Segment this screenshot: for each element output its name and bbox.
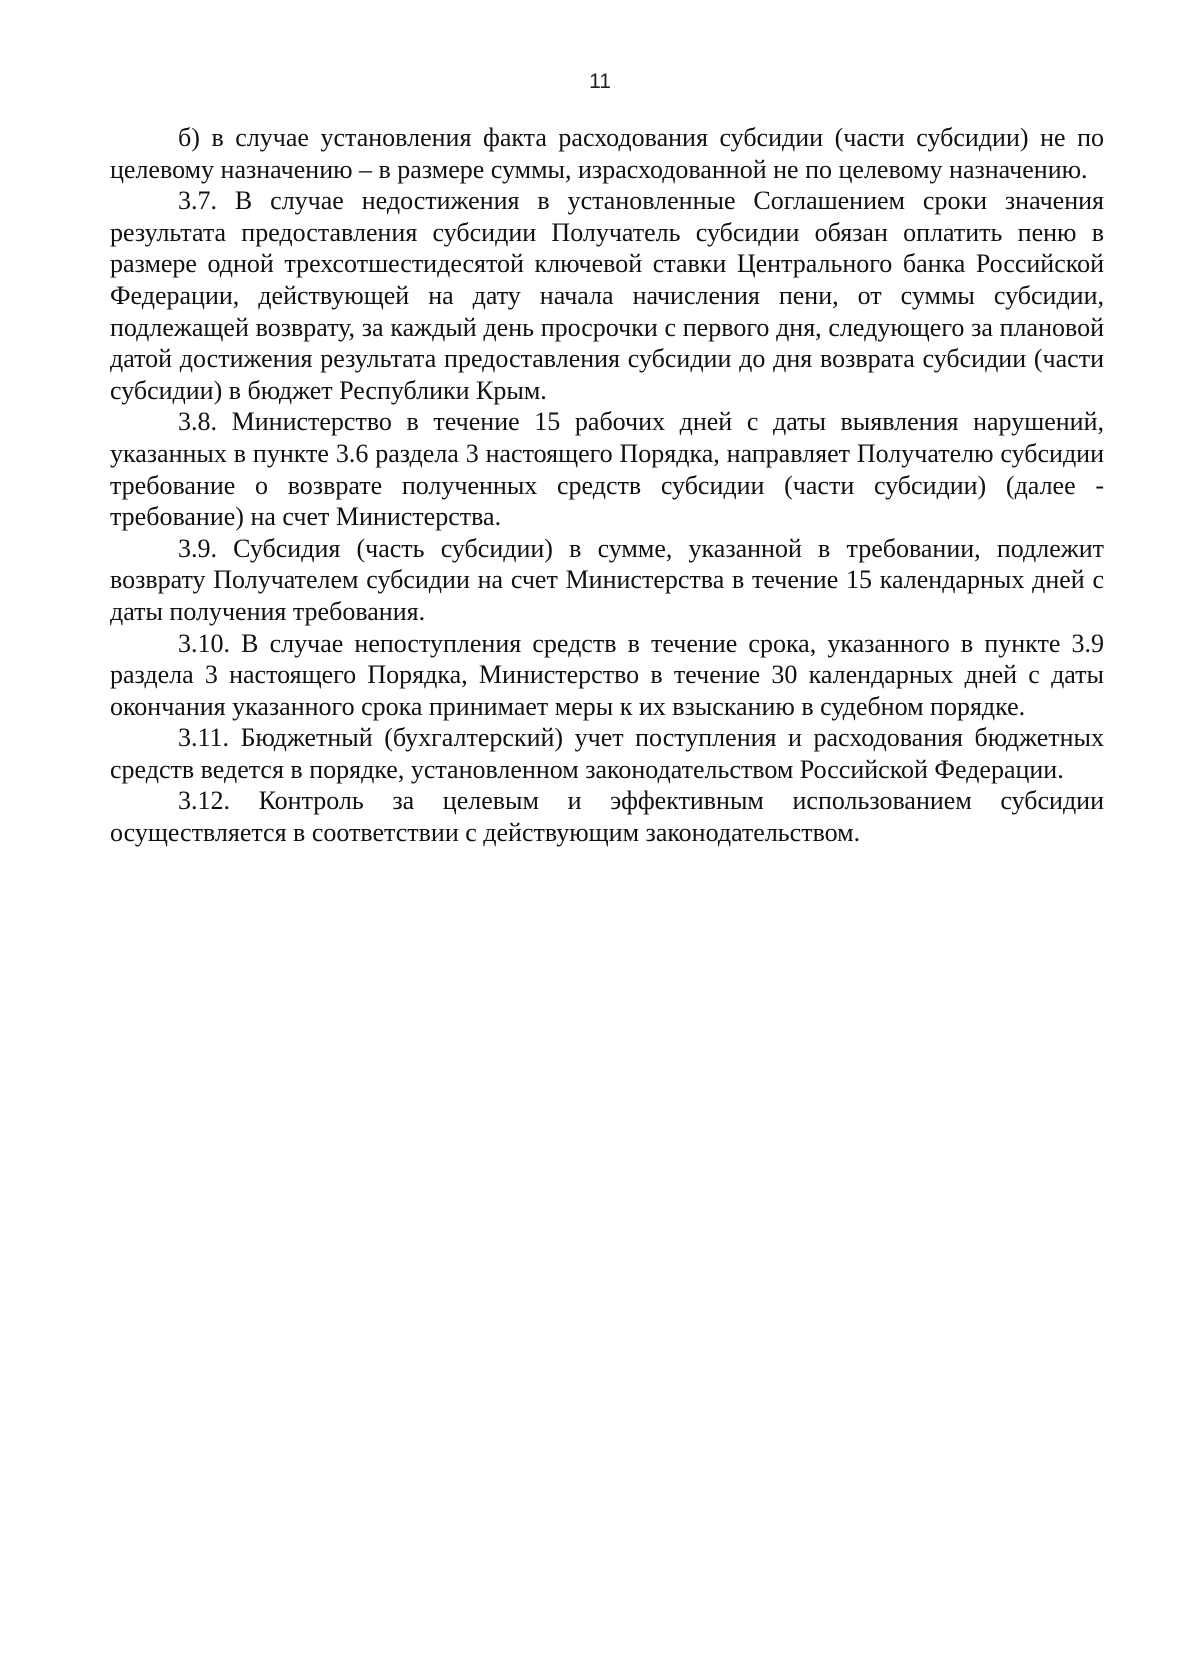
paragraph-3-7-penalty: 3.7. В случае недостижения в установленные Соглашением сроки значения результата предоставления субсидии Получатель субсидии обязан оплатить пеню в размере одной трехсотшестидесятой ключевой ставки Центрального банка Российской Федерации, действующей на дату начала начисления пени, от суммы субсидии, подлежащей возврату, за каждый день просрочки с первого дня, следующего за плановой датой достижения результата предоставления субсидии до дня возврата субсидии (части субсидии) в бюджет Республики Крым. xyxy=(110,186,1104,405)
paragraph-3-9-return: 3.9. Субсидия (часть субсидии) в сумме, указанной в требовании, подлежит возврату Получателем субсидии на счет Министерства в течение 15 календарных дней с даты получения требования. xyxy=(110,533,1104,626)
paragraph-3-10-recovery: 3.10. В случае непоступления средств в течение срока, указанного в пункте 3.9 раздела 3 настоящего Порядка, Министерство в течение 30 календарных дней с даты окончания указанного срока принимает меры к их взысканию в судебном порядке. xyxy=(110,628,1104,721)
page-number: 11 xyxy=(589,70,611,93)
paragraph-3-8-demand: 3.8. Министерство в течение 15 рабочих дней с даты выявления нарушений, указанных в пункте 3.6 раздела 3 настоящего Порядка, направляет Получателю субсидии требование о возврате полученных средств субсидии (части субсидии) (далее - требование) на счет Министерства. xyxy=(110,407,1104,532)
paragraph-3-12-control: 3.12. Контроль за целевым и эффективным использованием субсидии осуществляется в соответствии с действующим законодательством. xyxy=(110,786,1104,848)
paragraph-3-11-accounting: 3.11. Бюджетный (бухгалтерский) учет поступления и расходования бюджетных средств ведется в порядке, установленном законодательством Российской Федерации. xyxy=(110,723,1104,784)
document-body xyxy=(110,122,1104,849)
paragraph-b-misuse-refund: б) в случае установления факта расходования субсидии (части субсидии) не по целевому назначению – в размере суммы, израсходованной не по целевому назначению. xyxy=(110,123,1104,184)
